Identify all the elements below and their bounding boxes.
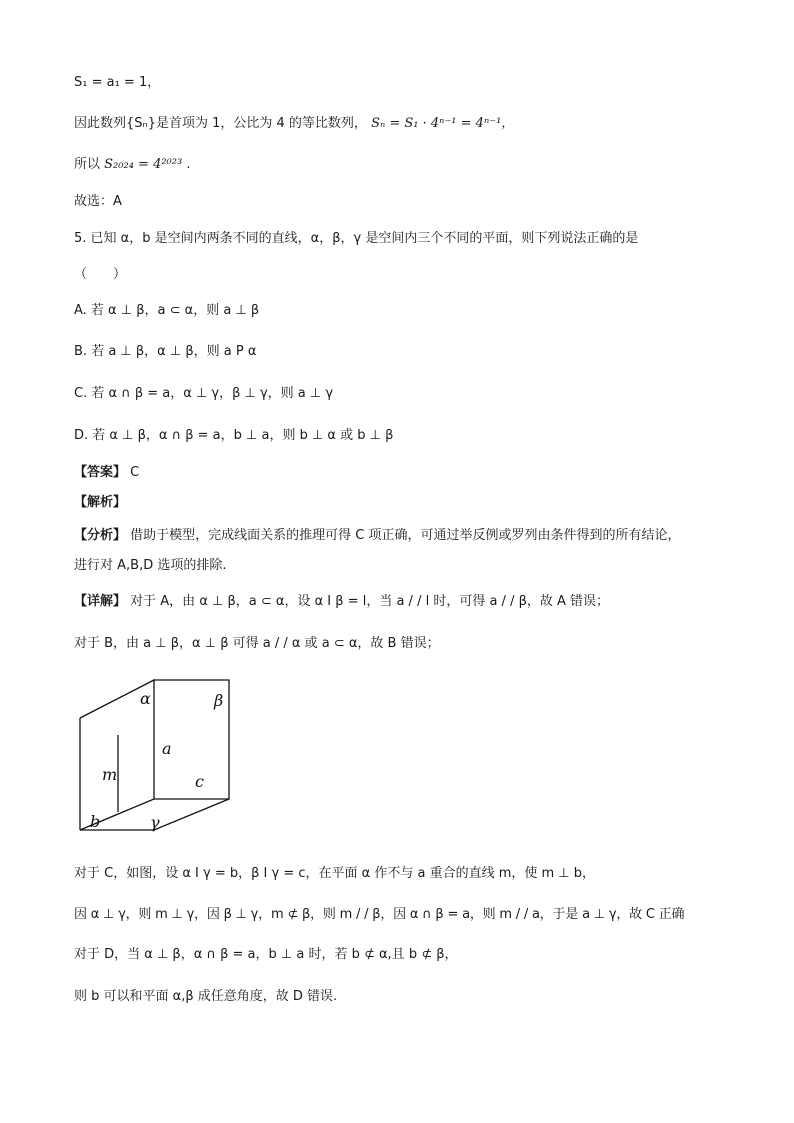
- option-d: D. 若 α ⊥ β，α ∩ β = a，b ⊥ a，则 b ⊥ α 或 b ⊥ β: [74, 428, 394, 443]
- label-beta: β: [214, 691, 224, 710]
- label-a: a: [162, 739, 172, 758]
- question-5: 5. 已知 α，b 是空间内两条不同的直线，α，β，γ 是空间内三个不同的平面，则下列说法正确的是: [74, 231, 639, 246]
- xiangjie-line: [74, 593, 609, 611]
- geometry-figure: [74, 676, 244, 836]
- analysis-tag: [74, 494, 126, 512]
- xiangjie-text: 对于 A，由 α ⊥ β，a ⊂ α，设 α I β = l，当 a / / l 时，可得 a / / β，故 A 错误；: [130, 594, 610, 609]
- fenxi-text: 借助于模型，完成线面关系的推理可得 C 项正确，可通过举反例或罗列由条件得到的所有结论，: [130, 528, 681, 543]
- option-b: B. 若 a ⊥ β，α ⊥ β，则 a P α: [74, 344, 257, 359]
- line-s2024-period: .: [186, 157, 191, 172]
- for-b-line: 对于 B，由 a ⊥ β，α ⊥ β 可得 a / / α 或 a ⊂ α，故 B 错误；: [74, 636, 440, 651]
- option-a: A. 若 α ⊥ β，a ⊂ α，则 a ⊥ β: [74, 303, 260, 318]
- fenxi-line-2: 进行对 A,B,D 选项的排除.: [74, 558, 227, 573]
- line-choice-a: 故选：A: [74, 194, 122, 209]
- fenxi-tag: 【分析】: [74, 528, 127, 543]
- line-geometric-text: 因此数列{Sₙ}是首项为 1，公比为 4 的等比数列，: [74, 116, 367, 131]
- fenxi-line: [74, 527, 681, 545]
- for-c-line-1: 对于 C，如图，设 α I γ = b，β I γ = c，在平面 α 作不与 a 重合的直线 m，使 m ⊥ b，: [74, 866, 596, 881]
- answer-line: [74, 464, 139, 482]
- line-s2024-prefix: 所以: [74, 157, 101, 172]
- analysis-label: 【解析】: [74, 495, 127, 510]
- option-c: C. 若 α ∩ β = a，α ⊥ γ，β ⊥ γ，则 a ⊥ γ: [74, 386, 334, 401]
- label-m: m: [102, 765, 118, 784]
- line-geometric-formula: Sₙ = S₁ · 4ⁿ⁻¹ = 4ⁿ⁻¹，: [371, 116, 515, 131]
- answer-value: C: [130, 465, 140, 480]
- label-alpha: α: [140, 689, 151, 708]
- line-s2024-formula: S₂₀₂₄ = 4²⁰²³: [104, 157, 183, 172]
- label-c: c: [195, 772, 204, 791]
- line-geometric-sequence: [74, 115, 514, 133]
- label-gamma: γ: [150, 813, 160, 832]
- line-s1: S₁ = a₁ = 1，: [74, 75, 161, 90]
- for-d-line-1: 对于 D，当 α ⊥ β，α ∩ β = a，b ⊥ a 时，若 b ⊄ α,且 b ⊄ β，: [74, 947, 458, 962]
- for-c-line-2: 因 α ⊥ γ，则 m ⊥ γ，因 β ⊥ γ，m ⊄ β，则 m / / β，因 α ∩ β = a，则 m / / a，于是 a ⊥ γ，故 C 正确: [74, 907, 685, 922]
- for-d-line-2: 则 b 可以和平面 α,β 成任意角度，故 D 错误.: [74, 989, 338, 1004]
- line-s2024: [74, 156, 190, 174]
- question-5-blank: （ ）: [74, 267, 127, 282]
- xiangjie-tag: 【详解】: [74, 594, 127, 609]
- label-b: b: [90, 812, 101, 831]
- answer-tag: 【答案】: [74, 465, 127, 480]
